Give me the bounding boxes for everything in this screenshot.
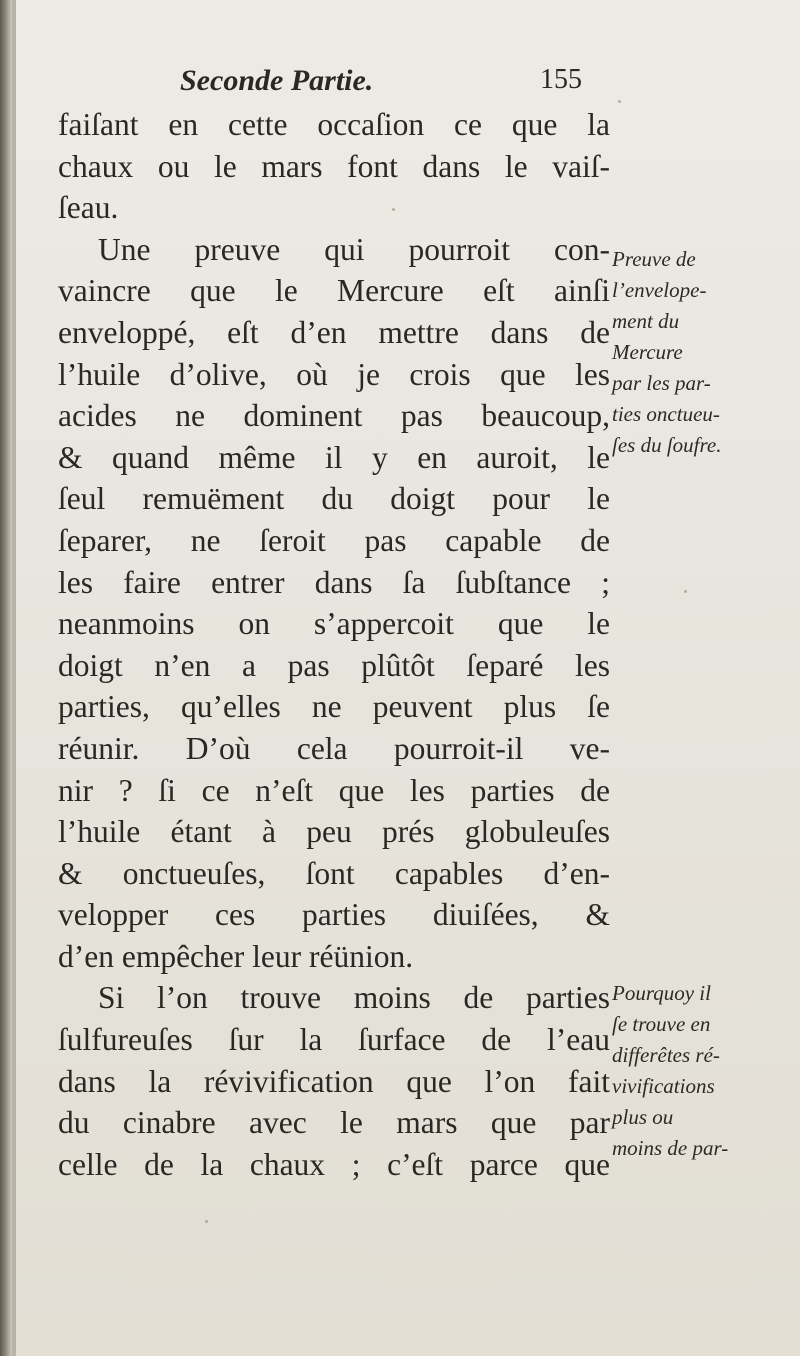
text-line: acides ne dominent pas beaucoup, bbox=[58, 398, 610, 434]
text-line: celle de la chaux ; c’eſt parce que bbox=[58, 1146, 610, 1182]
marginal-note-line: Mercure bbox=[612, 340, 683, 364]
paper-speck bbox=[684, 590, 687, 593]
page-number: 155 bbox=[540, 64, 582, 95]
marginal-note-line: ſes du ſoufre. bbox=[612, 433, 722, 457]
marginal-note-line: par les par- bbox=[612, 371, 711, 395]
marginal-note-line: ſe trouve en bbox=[612, 1012, 711, 1036]
running-title: Seconde Partie. bbox=[180, 64, 374, 97]
text-line: du cinabre avec le mars que par bbox=[58, 1105, 610, 1141]
paper-speck bbox=[618, 100, 621, 103]
marginal-note-line: vivifications bbox=[612, 1074, 715, 1098]
text-line: réunir. D’où cela pourroit-il ve- bbox=[58, 730, 610, 766]
text-line: & onctueuſes, ſont capables d’en- bbox=[58, 855, 610, 891]
body-text bbox=[58, 104, 610, 1185]
marginal-note bbox=[612, 978, 792, 1164]
paper-speck bbox=[205, 1220, 208, 1223]
text-line: vaincre que le Mercure eſt ainſi bbox=[58, 273, 610, 309]
text-line: Une preuve qui pourroit con- bbox=[98, 231, 610, 267]
text-line: d’en empêcher leur réünion. bbox=[58, 938, 414, 974]
text-line: & quand même il y en auroit, le bbox=[58, 439, 610, 475]
marginal-note-line: plus ou bbox=[612, 1105, 674, 1129]
text-line: neanmoins on s’appercoit que le bbox=[58, 606, 610, 642]
text-line: les faire entrer dans ſa ſubſtance ; bbox=[58, 564, 610, 600]
text-line: l’huile d’olive, où je crois que les bbox=[58, 356, 610, 392]
marginal-note-line: l’envelope- bbox=[612, 278, 707, 302]
text-line: faiſant en cette occaſion ce que la bbox=[58, 107, 610, 142]
marginal-note-line: ties onctueu- bbox=[612, 402, 720, 426]
text-line: doigt n’en a pas plûtôt ſeparé les bbox=[58, 647, 610, 683]
book-spine-shadow bbox=[0, 0, 12, 1356]
running-head bbox=[60, 64, 600, 108]
text-line: enveloppé, eſt d’en mettre dans de bbox=[58, 314, 610, 350]
text-line: parties, qu’elles ne peuvent plus ſe bbox=[58, 689, 610, 725]
text-line: ſeau. bbox=[58, 190, 119, 226]
text-line: nir ? ſi ce n’eſt que les parties de bbox=[58, 772, 610, 808]
marginal-note-line: Preuve de bbox=[612, 247, 696, 271]
marginal-note-line: differêtes ré- bbox=[612, 1043, 720, 1067]
marginal-note-line: ment du bbox=[612, 309, 680, 333]
text-line: l’huile étant à peu prés globuleuſes bbox=[58, 814, 610, 850]
marginal-note-line: Pourquoy il bbox=[612, 981, 711, 1005]
paper-speck bbox=[392, 208, 395, 211]
text-line: dans la révivification que l’on fait bbox=[58, 1063, 610, 1099]
text-line: Si l’on trouve moins de parties bbox=[98, 980, 610, 1016]
marginal-note-line: moins de par- bbox=[612, 1136, 729, 1160]
marginal-note bbox=[612, 244, 792, 461]
text-line: velopper ces parties diuiſées, & bbox=[58, 897, 610, 933]
text-line: ſulfureuſes ſur la ſurface de l’eau bbox=[58, 1022, 610, 1058]
text-line: ſeparer, ne ſeroit pas capable de bbox=[58, 522, 610, 558]
page-gutter bbox=[12, 0, 16, 1356]
text-line: chaux ou le mars font dans le vaiſ- bbox=[58, 148, 610, 184]
text-line: ſeul remuëment du doigt pour le bbox=[58, 481, 610, 517]
